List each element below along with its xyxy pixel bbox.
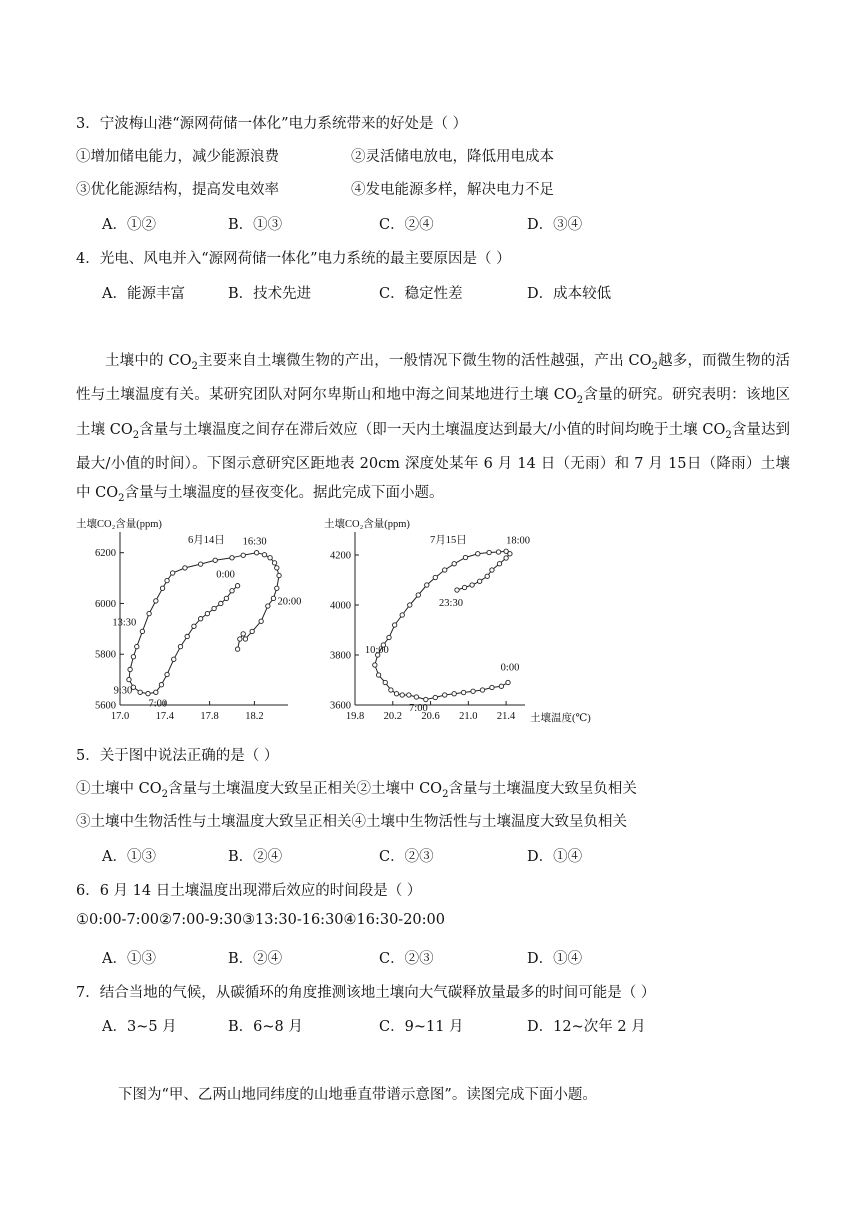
data-point bbox=[271, 596, 275, 600]
data-point bbox=[480, 688, 484, 692]
data-point bbox=[165, 578, 169, 582]
x-tick-label: 21.0 bbox=[459, 711, 478, 722]
q7-option-d: D．12~次年 2 月 bbox=[527, 1019, 646, 1035]
data-point bbox=[241, 553, 245, 557]
data-point bbox=[160, 586, 164, 590]
x-tick-label: 17.4 bbox=[155, 711, 174, 722]
data-point bbox=[443, 693, 447, 697]
x-tick-label: 17.0 bbox=[110, 711, 130, 722]
data-point bbox=[165, 672, 169, 676]
q6-statements: ①0:00-7:00②7:00-9:30③13:30-16:30④16:30-20:00 bbox=[76, 912, 445, 928]
data-point bbox=[219, 601, 223, 605]
data-point bbox=[400, 613, 404, 617]
q5-option-c: C．②③ bbox=[379, 849, 434, 865]
data-point bbox=[230, 589, 234, 593]
time-label: 9:30 bbox=[113, 685, 133, 697]
data-point bbox=[128, 667, 132, 671]
data-point bbox=[506, 680, 510, 684]
data-point bbox=[400, 693, 404, 697]
q5-option-a: A．①③ bbox=[102, 849, 156, 865]
time-label: 10:00 bbox=[364, 645, 389, 656]
data-point bbox=[383, 680, 387, 684]
data-point bbox=[490, 568, 494, 572]
data-point bbox=[154, 690, 158, 694]
x-tick-label: 18.2 bbox=[245, 711, 264, 722]
data-point bbox=[490, 685, 494, 689]
q6-option-c: C．②③ bbox=[379, 951, 434, 967]
data-point bbox=[178, 644, 182, 648]
data-point bbox=[254, 550, 258, 554]
q3-option-a: A．①② bbox=[102, 217, 156, 233]
data-point bbox=[387, 635, 391, 639]
data-point bbox=[433, 575, 437, 579]
passage bbox=[76, 347, 790, 513]
q5-option-d: D．①④ bbox=[527, 849, 583, 865]
data-point bbox=[443, 568, 447, 572]
passage-text: 土壤中的 $CO_2$主要来自土壤微生物的产出，一般情况下微生物的活性越强，产出 $CO_2$越多，而微生物的活性与土壤温度有关。某研究团队对阿尔卑斯山和地中海之间某地进行土壤 $CO_2$含量的研究。研究表明：该地区土壤 $CO_2$含量与土壤温度之间存在滞后效应（即一天内土壤温度达到最大/小值的时间均晚于土壤 $CO_2$含量达到最大/小值的时间）。下图示意研究区距地表 20cm 深度处某年 6 月 14 日（无雨）和 7 月 15日（降雨）土壤中 $CO_2$含量与土壤温度的昼夜变化。据此完成下面小题。 bbox=[76, 353, 791, 504]
data-point bbox=[235, 647, 239, 651]
data-point bbox=[487, 550, 491, 554]
data-point bbox=[496, 550, 500, 554]
chart-june-14 bbox=[70, 515, 310, 727]
q3-statement-2: ②灵活储电放电，降低用电成本 bbox=[351, 149, 554, 165]
q4-option-a: A．能源丰富 bbox=[102, 286, 185, 302]
y-tick-label: 5600 bbox=[95, 700, 116, 712]
q7-option-a: A．3~5 月 bbox=[102, 1019, 177, 1035]
chart-title: 7月15日 bbox=[430, 535, 467, 546]
data-point bbox=[497, 562, 501, 566]
data-point bbox=[414, 695, 418, 699]
x-tick-label: 17.8 bbox=[200, 711, 219, 722]
time-label: 18:00 bbox=[506, 535, 531, 547]
q3-stem: 3．宁波梅山港“源网荷储一体化”电力系统带来的好处是（ ） bbox=[76, 116, 468, 132]
y-axis-label: 土壤CO₂含量(ppm) bbox=[76, 519, 162, 530]
y-tick-label: 3600 bbox=[330, 700, 351, 712]
data-point bbox=[266, 604, 270, 608]
data-point bbox=[250, 629, 254, 633]
y-tick-label: 4000 bbox=[330, 600, 351, 612]
data-point bbox=[499, 684, 503, 688]
data-point bbox=[213, 558, 217, 562]
q4-option-c: C．稳定性差 bbox=[379, 286, 463, 302]
q7-option-b: B．6~8 月 bbox=[228, 1019, 303, 1035]
data-point bbox=[433, 695, 437, 699]
data-point bbox=[243, 637, 247, 641]
data-point bbox=[376, 673, 380, 677]
q3-option-b: B．①③ bbox=[228, 217, 283, 233]
q4-option-d: D．成本较低 bbox=[527, 286, 612, 302]
data-point bbox=[272, 561, 276, 565]
chart-july-15 bbox=[320, 515, 610, 727]
q4-option-b: B．技术先进 bbox=[228, 286, 312, 302]
time-label: 7:00 bbox=[409, 703, 428, 714]
data-point bbox=[262, 553, 266, 557]
data-point bbox=[146, 691, 150, 695]
data-point bbox=[212, 606, 216, 610]
time-label: 20:00 bbox=[277, 596, 302, 608]
data-point bbox=[147, 611, 151, 615]
data-point bbox=[485, 574, 489, 578]
next-section-intro: 下图为“甲、乙两山地同纬度的山地垂直带谱示意图”。读图完成下面小题。 bbox=[118, 1087, 597, 1103]
q3-option-d: D．③④ bbox=[527, 217, 583, 233]
data-point bbox=[508, 552, 512, 556]
q6-option-a: A．①③ bbox=[102, 951, 156, 967]
x-tick-label: 19.8 bbox=[345, 711, 365, 722]
data-point bbox=[504, 556, 508, 560]
time-label: 16:30 bbox=[242, 536, 267, 548]
q6-stem: 6．6 月 14 日土壤温度出现滞后效应的时间段是（ ） bbox=[76, 883, 422, 899]
q3-statement-1: ①增加储电能力，减少能源浪费 bbox=[76, 149, 279, 165]
data-point bbox=[172, 657, 176, 661]
data-point bbox=[277, 573, 281, 577]
data-point bbox=[416, 593, 420, 597]
data-point bbox=[392, 623, 396, 627]
data-point bbox=[127, 677, 131, 681]
q3-option-c: C．②④ bbox=[379, 217, 434, 233]
data-point bbox=[471, 689, 475, 693]
y-tick-label: 3800 bbox=[330, 650, 351, 662]
q7-option-c: C．9~11 月 bbox=[379, 1019, 464, 1035]
x-tick-label: 20.6 bbox=[421, 711, 440, 722]
chart-title: 6月14日 bbox=[188, 535, 225, 546]
time-label: 7:00 bbox=[148, 698, 168, 710]
data-point bbox=[477, 579, 481, 583]
data-point bbox=[463, 555, 467, 559]
data-point bbox=[407, 693, 411, 697]
data-point bbox=[462, 585, 466, 589]
data-point bbox=[185, 634, 189, 638]
data-point bbox=[452, 692, 456, 696]
data-point bbox=[425, 583, 429, 587]
q3-statement-3: ③优化能源结构，提高发电效率 bbox=[76, 182, 279, 198]
data-point bbox=[373, 663, 377, 667]
q5-option-b: B．②④ bbox=[228, 849, 283, 865]
data-point bbox=[230, 556, 234, 560]
data-point bbox=[268, 556, 272, 560]
data-point bbox=[159, 682, 163, 686]
data-point bbox=[131, 655, 135, 659]
data-point bbox=[235, 583, 239, 587]
data-point bbox=[183, 566, 187, 570]
data-point bbox=[198, 616, 202, 620]
series-line bbox=[129, 553, 279, 694]
data-point bbox=[424, 697, 428, 701]
data-point bbox=[192, 624, 196, 628]
y-axis-label: 土壤CO₂含量(ppm) bbox=[324, 519, 410, 530]
q5-statements-3-4: ③土壤中生物活性与土壤温度大致呈正相关④土壤中生物活性与土壤温度大致呈负相关 bbox=[76, 814, 627, 830]
data-point bbox=[259, 619, 263, 623]
data-point bbox=[241, 632, 245, 636]
data-point bbox=[470, 583, 474, 587]
data-point bbox=[140, 629, 144, 633]
data-point bbox=[476, 552, 480, 556]
data-point bbox=[205, 611, 209, 615]
y-tick-label: 6000 bbox=[95, 598, 116, 610]
y-tick-label: 6200 bbox=[95, 548, 116, 560]
q7-stem: 7．结合当地的气候，从碳循环的角度推测该地土壤向大气碳释放量最多的时间可能是（ ） bbox=[76, 985, 656, 1001]
y-tick-label: 4200 bbox=[330, 550, 351, 562]
data-point bbox=[154, 599, 158, 603]
data-point bbox=[394, 692, 398, 696]
x-tick-label: 21.4 bbox=[496, 711, 516, 722]
data-point bbox=[275, 586, 279, 590]
q5-statements-1-2: ①土壤中 $CO_2$含量与土壤温度大致呈正相关②土壤中 $CO_2$含量与土壤温度大致呈负相关 bbox=[76, 781, 637, 800]
x-axis-label: 土壤温度(℃) bbox=[530, 713, 591, 724]
y-tick-label: 5800 bbox=[95, 649, 116, 661]
time-label: 0:00 bbox=[216, 569, 235, 581]
data-point bbox=[408, 603, 412, 607]
data-point bbox=[275, 566, 279, 570]
data-point bbox=[238, 637, 242, 641]
data-point bbox=[455, 588, 459, 592]
time-label: 0:00 bbox=[500, 662, 520, 674]
time-label: 23:30 bbox=[439, 598, 463, 609]
data-point bbox=[198, 562, 202, 566]
data-point bbox=[224, 596, 228, 600]
data-point bbox=[461, 690, 465, 694]
data-point bbox=[389, 688, 393, 692]
q6-option-b: B．②④ bbox=[228, 951, 283, 967]
data-point bbox=[452, 562, 456, 566]
q6-option-d: D．①④ bbox=[527, 951, 583, 967]
q3-statement-4: ④发电能源多样，解决电力不足 bbox=[351, 182, 554, 198]
data-point bbox=[138, 690, 142, 694]
q4-stem: 4．光电、风电并入“源网荷储一体化”电力系统的最主要原因是（ ） bbox=[76, 251, 511, 267]
q5-stem: 5．关于图中说法正确的是（ ） bbox=[76, 748, 279, 764]
time-label: 13:30 bbox=[112, 617, 137, 629]
x-tick-label: 20.2 bbox=[383, 711, 402, 722]
data-point bbox=[135, 644, 139, 648]
data-point bbox=[170, 571, 174, 575]
